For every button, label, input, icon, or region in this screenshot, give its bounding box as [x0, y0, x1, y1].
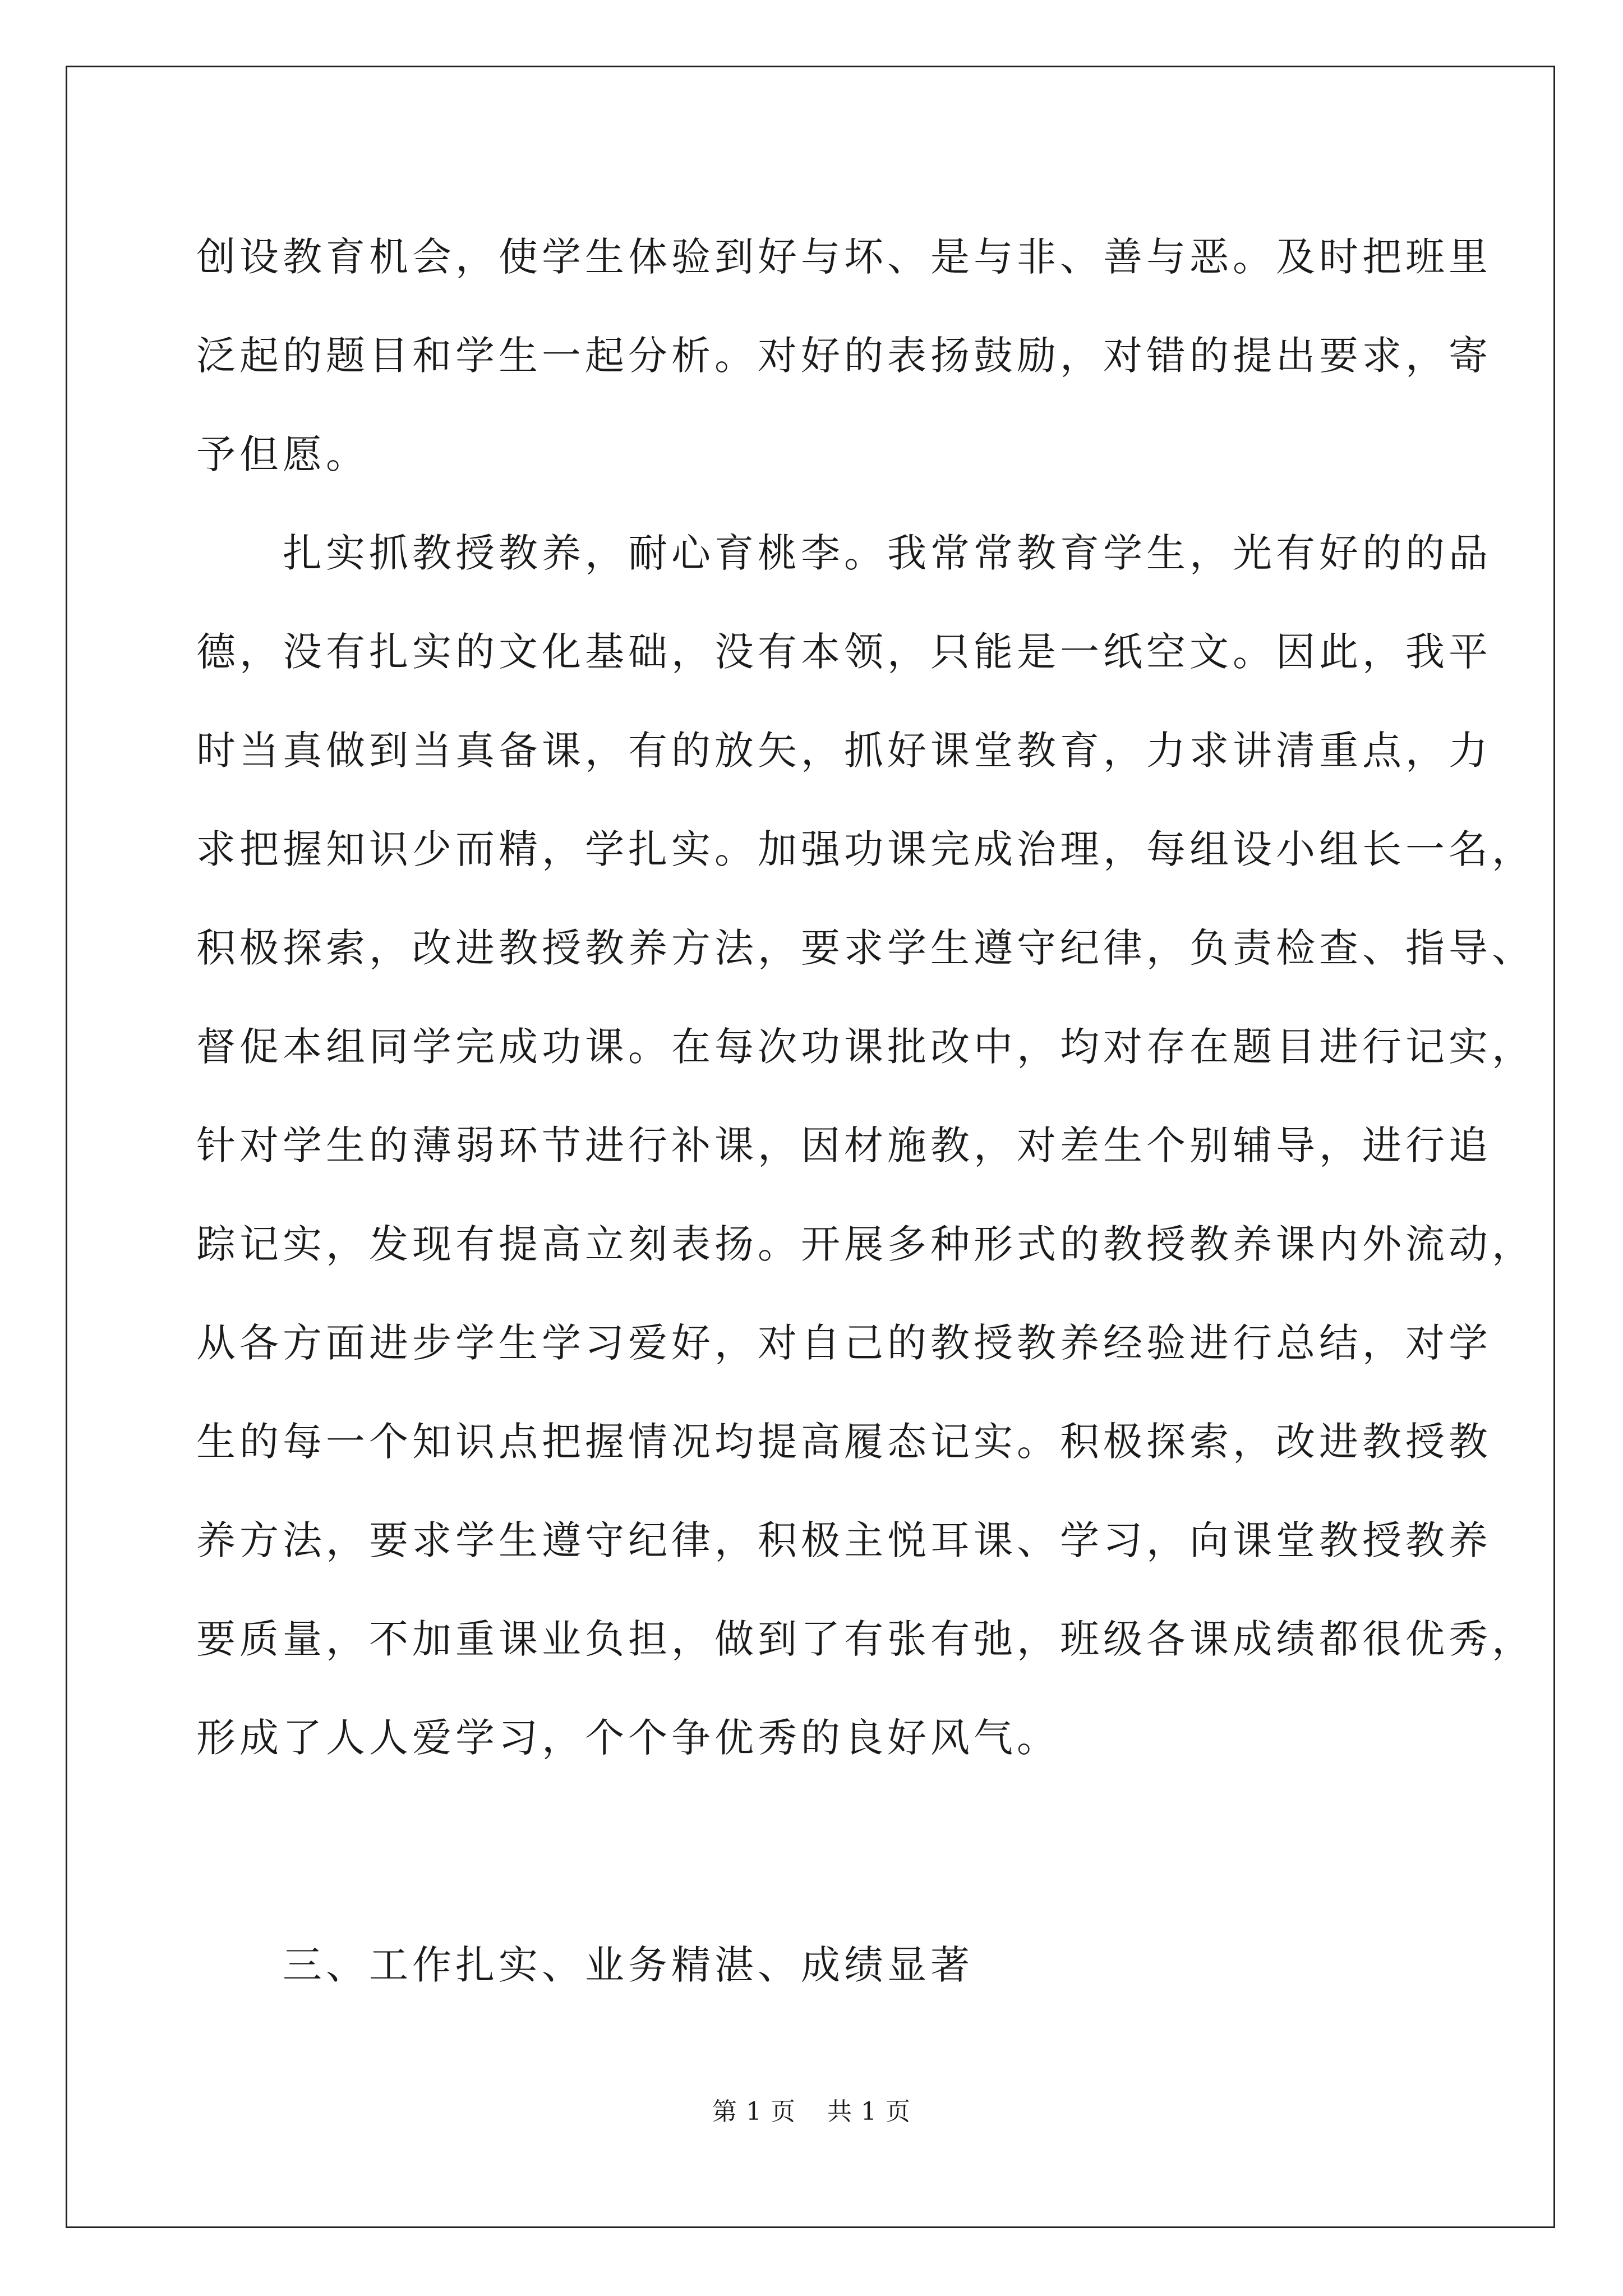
page-number: 第 1 页 — [712, 2097, 796, 2126]
body-line: 予但愿。 — [196, 431, 369, 477]
body-line: 形成了人人爱学习，个个争优秀的良好风气。 — [196, 1715, 1060, 1761]
body-line: 求把握知识少而精，学扎实。加强功课完成治理，每组设小组长一名， — [196, 826, 1535, 872]
body-line: 德，没有扎实的文化基础，没有本领，只能是一纸空文。因此，我平 — [196, 629, 1492, 675]
body-line: 从各方面进步学生学习爱好，对自己的教授教养经验进行总结，对学 — [196, 1320, 1492, 1366]
body-line: 踪记实，发现有提高立刻表扬。开展多种形式的教授教养课内外流动， — [196, 1221, 1535, 1267]
body-line: 生的每一个知识点把握情况均提高履态记实。积极探索，改进教授教 — [196, 1419, 1492, 1465]
body-line: 泛起的题目和学生一起分析。对好的表扬鼓励，对错的提出要求，寄 — [196, 333, 1492, 379]
body-line: 针对学生的薄弱环节进行补课，因材施教，对差生个别辅导，进行追 — [196, 1122, 1492, 1168]
body-line: 养方法，要求学生遵守纪律，积极主悦耳课、学习，向课堂教授教养 — [196, 1517, 1492, 1563]
section-heading: 三、工作扎实、业务精湛、成绩显著 — [196, 1942, 974, 1988]
body-line: 督促本组同学完成功课。在每次功课批改中，均对存在题目进行记实， — [196, 1024, 1535, 1070]
document-body — [196, 208, 1535, 1787]
body-line: 积极探索，改进教授教养方法，要求学生遵守纪律，负责检查、指导、 — [196, 925, 1535, 971]
body-line: 要质量，不加重课业负担，做到了有张有弛，班级各课成绩都很优秀， — [196, 1616, 1535, 1662]
body-line: 创设教育机会，使学生体验到好与坏、是与非、善与恶。及时把班里 — [196, 234, 1492, 280]
body-line: 扎实抓教授教养，耐心育桃李。我常常教育学生，光有好的的品 — [196, 530, 1492, 576]
page-footer — [0, 2091, 1623, 2127]
body-line: 时当真做到当真备课，有的放矢，抓好课堂教育，力求讲清重点，力 — [196, 728, 1492, 774]
page-total: 共 1 页 — [827, 2097, 911, 2126]
